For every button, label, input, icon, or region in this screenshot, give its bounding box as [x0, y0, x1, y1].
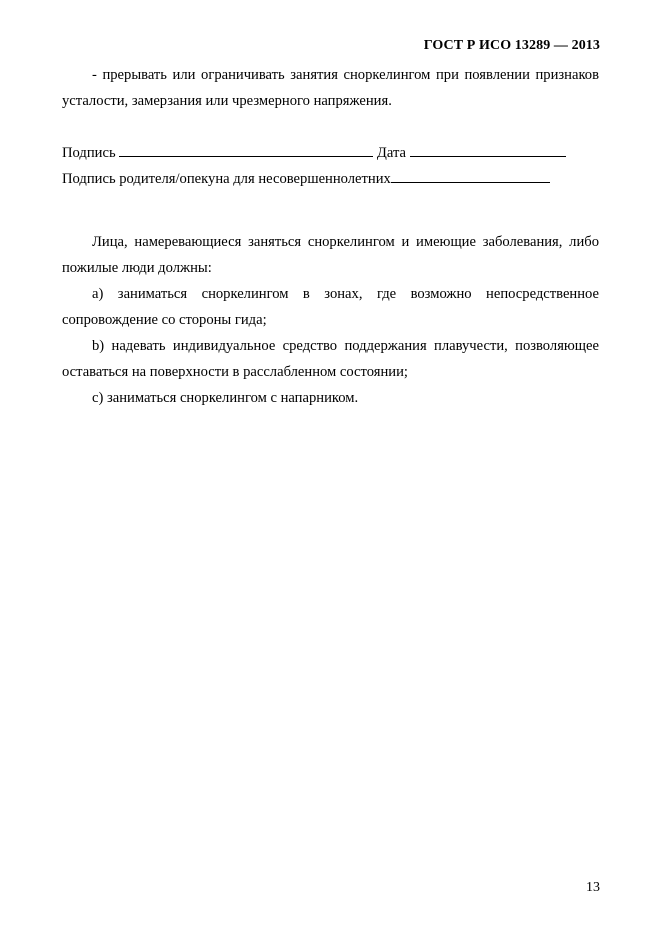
signature-field[interactable] — [119, 142, 373, 157]
document-body — [62, 62, 599, 411]
list-item-c: с) заниматься сноркелингом с напарником. — [92, 390, 359, 406]
page-number: 13 — [586, 880, 600, 895]
parent-signature-row — [62, 166, 599, 192]
date-label: Дата — [376, 145, 406, 161]
parent-signature-field[interactable] — [391, 168, 550, 183]
signature-row — [62, 140, 599, 166]
signature-label: Подпись — [62, 145, 116, 161]
document-header: ГОСТ Р ИСО 13289 — 2013 — [423, 38, 600, 53]
parent-signature-label: Подпись родителя/опекуна для несовершеннолетних — [62, 171, 391, 187]
paragraph-persons: Лица, намеревающиеся заняться сноркелингом и имеющие заболевания, либо пожилые люди должны: — [62, 234, 599, 276]
paragraph-stop-activity: - прерывать или ограничивать занятия сноркелингом при появлении признаков усталости, замерзания или чрезмерного напряжения. — [62, 67, 599, 109]
signature-block — [62, 140, 599, 192]
date-field[interactable] — [410, 142, 566, 157]
list-item-b: b) надевать индивидуальное средство поддержания плавучести, позволяющее оставаться на поверхности в расслабленном состоянии; — [62, 338, 599, 380]
list-item-a: а) заниматься сноркелингом в зонах, где возможно непосредственное сопровождение со стороны гида; — [62, 286, 599, 328]
